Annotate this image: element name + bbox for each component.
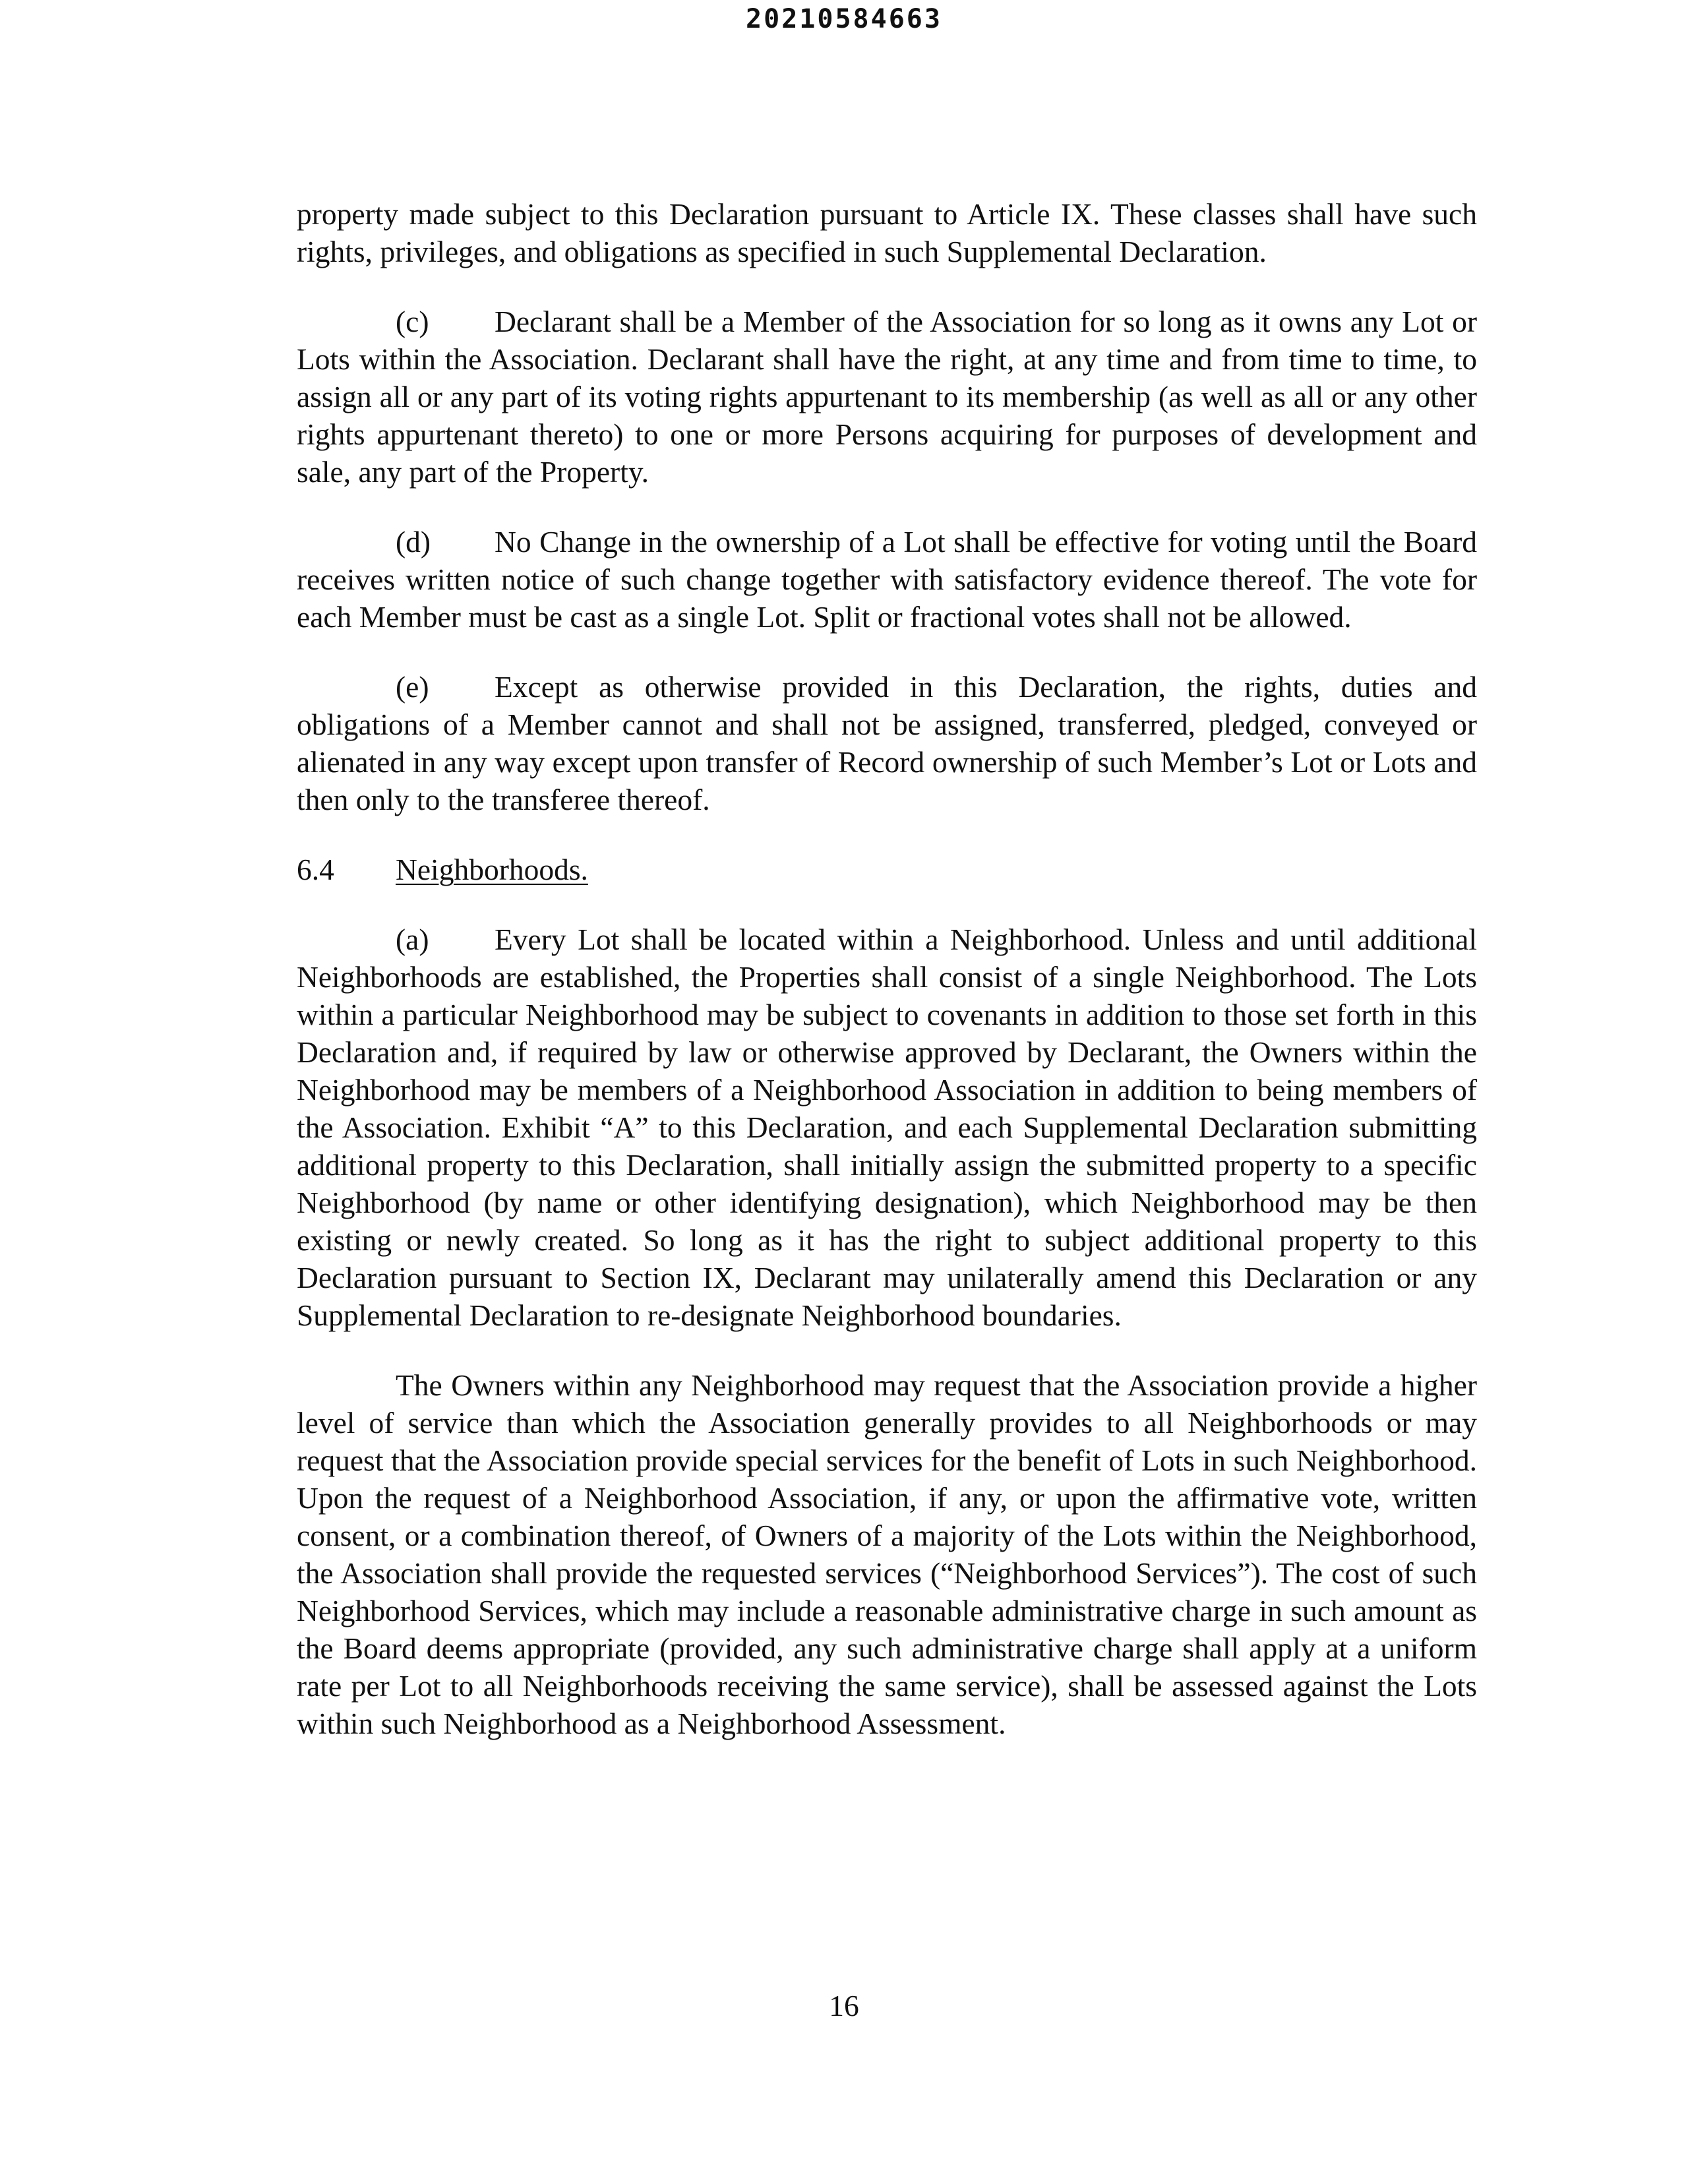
intro-paragraph: property made subject to this Declaration pursuant to Article IX. These classes shall have such rights, privileges, and obligations as specified in such Supplemental Declaration. xyxy=(297,197,1477,268)
document-number: 20210584663 xyxy=(746,4,942,34)
paragraph-a-label: (a) xyxy=(396,923,429,956)
paragraph-e-label: (e) xyxy=(396,670,429,704)
paragraph-c xyxy=(297,303,1477,491)
paragraph-owners: The Owners within any Neighborhood may request that the Association provide a higher level of service than which the Association generally provides to all Neighborhoods or may request that the Association provide special services for the benefit of Lots in such Neighborhood. Upon the request of a Neighborhood Association, if any, or upon the affirmative vote, written consent, or a combination thereof, of Owners of a majority of the Lots within the Neighborhood, the Association shall provide the requested services (“Neighborhood Services”). The cost of such Neighborhood Services, which may include a reasonable administrative charge in such amount as the Board deems appropriate (provided, any such administrative charge shall apply at a uniform rate per Lot to all Neighborhoods receiving the same service), shall be assessed against the Lots within such Neighborhood as a Neighborhood Assessment. xyxy=(297,1368,1477,1740)
paragraph-c-text: Declarant shall be a Member of the Association for so long as it owns any Lot or Lots within the Association. Declarant shall have the right, at any time and from time to time, to assign all or any part of its voting rights appurtenant to its membership (as well as all or any other rights appurtenant thereto) to one or more Persons acquiring for purposes of development and sale, any part of the Property. xyxy=(297,305,1477,489)
paragraph-a-text: Every Lot shall be located within a Neighborhood. Unless and until additional Neighborhoods are established, the Properties shall consist of a single Neighborhood. The Lots within a particular Neighborhood may be subject to covenants in addition to those set forth in this Declaration and, if required by law or otherwise approved by Declarant, the Owners within the Neighborhood may be members of a Neighborhood Association in addition to being members of the Association. Exhibit “A” to this Declaration, and each Supplemental Declaration submitting additional property to this Declaration, shall initially assign the submitted property to a specific Neighborhood (by name or other identifying designation), which Neighborhood may be then existing or newly created. So long as it has the right to subject additional property to this Declaration pursuant to Section IX, Declarant may unilaterally amend this Declaration or any Supplemental Declaration to re-designate Neighborhood boundaries. xyxy=(297,923,1477,1332)
section-title: Neighborhoods. xyxy=(396,853,588,886)
paragraph-d xyxy=(297,523,1477,636)
paragraph-a xyxy=(297,921,1477,1334)
section-number: 6.4 xyxy=(297,853,334,886)
document-body xyxy=(297,195,1477,1774)
paragraph-e xyxy=(297,668,1477,818)
paragraph-e-text: Except as otherwise provided in this Declaration, the rights, duties and obligations of a Member cannot and shall not be assigned, transferred, pledged, conveyed or alienated in any way except upon transfer of Record ownership of such Member’s Lot or Lots and then only to the transferee thereof. xyxy=(297,670,1477,816)
paragraph-c-label: (c) xyxy=(396,305,429,338)
paragraph-d-label: (d) xyxy=(396,525,431,559)
page-number: 16 xyxy=(829,1989,859,2022)
section-heading xyxy=(297,851,1477,888)
paragraph-d-text: No Change in the ownership of a Lot shall be effective for voting until the Board receives written notice of such change together with satisfactory evidence thereof. The vote for each Member must be cast as a single Lot. Split or fractional votes shall not be allowed. xyxy=(297,525,1477,634)
